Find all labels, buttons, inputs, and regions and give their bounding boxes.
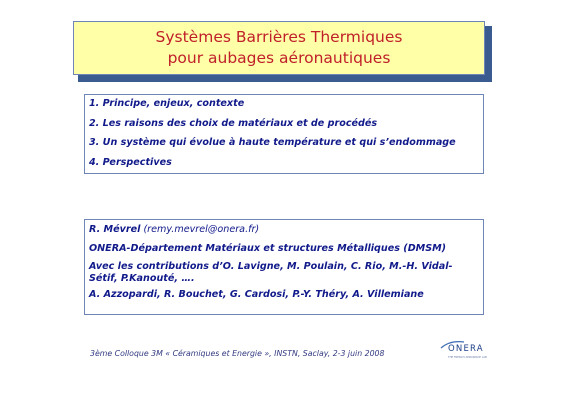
outline-box (84, 94, 484, 174)
outline-item-4: 4. Perspectives (89, 156, 172, 168)
title-box (73, 21, 485, 75)
title-line-2: pour aubages aéronautiques (167, 49, 391, 67)
title-line-1: Systèmes Barrières Thermiques (155, 28, 403, 46)
outline-item-2: 2. Les raisons des choix de matériaux et de procédés (89, 117, 378, 129)
author-email: (remy.mevrel@onera.fr) (140, 224, 260, 235)
credits-box (84, 219, 484, 315)
outline-item-3: 3. Un système qui évolue à haute température et qui s’endommage (89, 137, 456, 148)
author-name: R. Mévrel (89, 224, 141, 235)
outline-item-1: 1. Principe, enjeux, contexte (89, 98, 245, 109)
logo-wordmark: ONERA (448, 344, 484, 354)
logo-tagline: THE FRENCH AEROSPACE LAB (448, 356, 487, 359)
onera-logo (438, 339, 500, 361)
team-line: A. Azzopardi, R. Bouchet, G. Cardosi, P.-Y. Théry, A. Villemiane (89, 289, 424, 300)
department-line: ONERA-Département Matériaux et structures Métalliques (DMSM) (89, 242, 447, 254)
contributions-line: Avec les contributions d’O. Lavigne, M. Poulain, C. Rio, M.-H. Vidal-Sétif, P.Kanouté, …. (89, 261, 453, 284)
author-line (89, 224, 483, 236)
footer-text: 3ème Colloque 3M « Céramiques et Energie », INSTN, Saclay, 2-3 juin 2008 (90, 349, 385, 358)
